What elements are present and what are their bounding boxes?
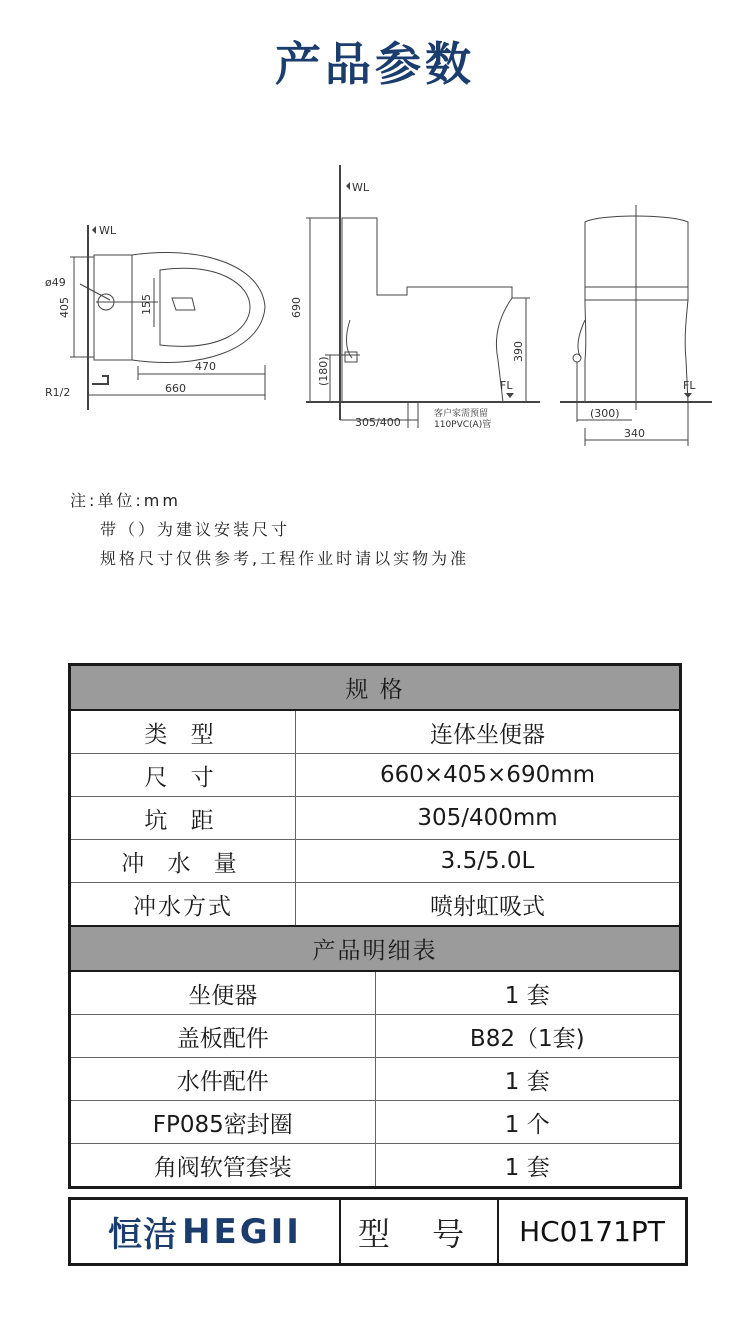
detail-value: 1 套 (375, 972, 679, 1015)
dim-305-400: 305/400 (355, 416, 401, 429)
table-row (71, 1144, 679, 1187)
dim-405: 405 (58, 297, 71, 318)
technical-drawing (0, 150, 750, 460)
table-row (70, 883, 681, 927)
spec-value: 喷射虹吸式 (296, 883, 681, 927)
spec-label: 尺 寸 (70, 754, 296, 797)
side-fl-label: FL (500, 379, 513, 392)
model-label: 型 号 (341, 1200, 499, 1263)
drain-note-2: 110PVC(A)管 (434, 420, 492, 430)
table-row (70, 840, 681, 883)
table-row (70, 971, 681, 1188)
dim-155: 155 (140, 294, 153, 315)
dim-49: ø49 (45, 276, 66, 289)
dim-340: 340 (624, 427, 645, 440)
table-row (70, 754, 681, 797)
top-wl-label: WL (99, 224, 117, 237)
dim-690: 690 (290, 297, 303, 318)
spec-value: 660×405×690mm (296, 754, 681, 797)
spec-label: 坑 距 (70, 797, 296, 840)
detail-label: 角阀软管套装 (71, 1144, 375, 1187)
table-row (70, 797, 681, 840)
table-row (71, 1015, 679, 1058)
note-unit: 注:单位:mm (70, 491, 181, 510)
table-row (71, 972, 679, 1015)
notes (70, 486, 469, 573)
detail-value: 1 个 (375, 1101, 679, 1144)
brand-name-cn: 恒洁 (108, 1215, 179, 1255)
dim-300: (300) (590, 407, 620, 420)
detail-header: 产品明细表 (70, 926, 681, 971)
spec-label: 冲 水 量 (70, 840, 296, 883)
dim-660: 660 (165, 382, 186, 395)
table-row (71, 1058, 679, 1101)
detail-label: FP085密封圈 (71, 1101, 375, 1144)
detail-value: 1 套 (375, 1144, 679, 1187)
spec-header: 规 格 (70, 665, 681, 711)
spec-label: 冲水方式 (70, 883, 296, 927)
spec-value: 连体坐便器 (296, 710, 681, 754)
spec-table (68, 663, 682, 1189)
model-bar (68, 1197, 688, 1266)
dim-180: (180) (317, 356, 330, 386)
spec-value: 3.5/5.0L (296, 840, 681, 883)
note-bracket: 带（）为建议安装尺寸 (100, 520, 291, 539)
table-row (71, 1101, 679, 1144)
spec-label: 类 型 (70, 710, 296, 754)
detail-table (71, 972, 679, 1186)
detail-label: 坐便器 (71, 972, 375, 1015)
note-reference: 规格尺寸仅供参考,工程作业时请以实物为准 (100, 549, 470, 568)
page-title: 产品参数 (275, 37, 475, 91)
dim-470: 470 (195, 360, 216, 373)
table-row (70, 710, 681, 754)
detail-label: 水件配件 (71, 1058, 375, 1101)
brand-logo (71, 1200, 341, 1263)
front-fl-label: FL (683, 379, 696, 392)
model-value: HC0171PT (519, 1215, 665, 1248)
dim-r12: R1/2 (45, 386, 71, 399)
detail-value: B82（1套) (375, 1015, 679, 1058)
drain-note-1: 客户家需预留 (434, 409, 489, 419)
dim-390: 390 (512, 341, 525, 362)
brand-name-en: HEGII (182, 1211, 302, 1252)
spec-value: 305/400mm (296, 797, 681, 840)
detail-value: 1 套 (375, 1058, 679, 1101)
detail-label: 盖板配件 (71, 1015, 375, 1058)
side-wl-label: WL (352, 181, 370, 194)
